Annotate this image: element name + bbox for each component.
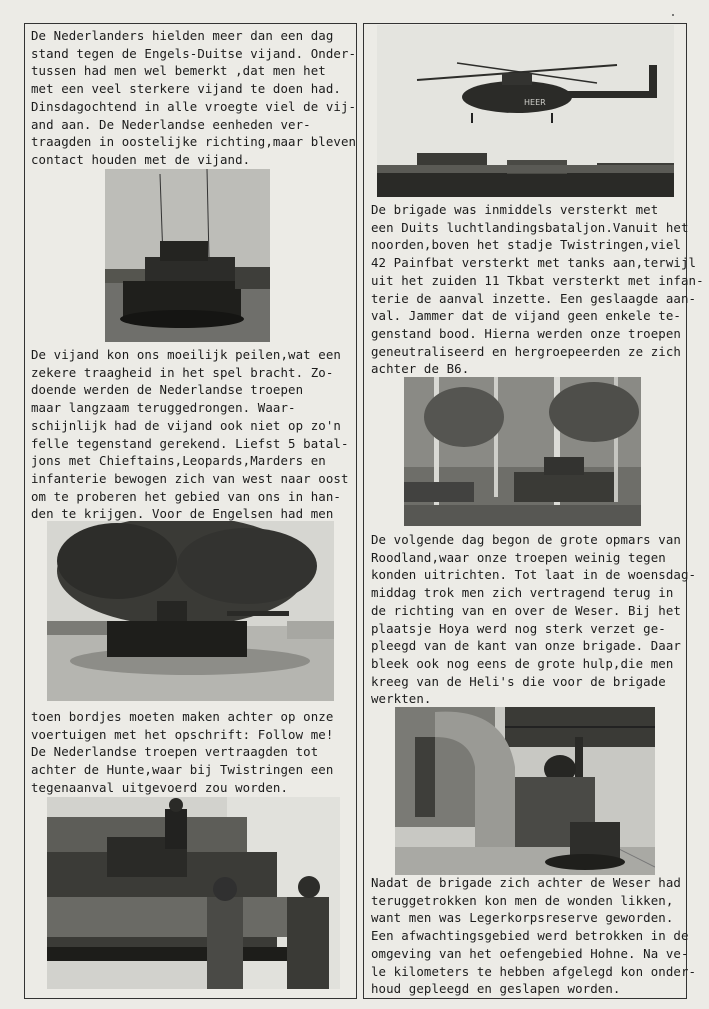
left-paragraph-2: De vijand kon ons moeilijk peilen,wat een zekere traagheid in het spel bracht. Zo- doende werden de Nederlandse troepen maar langzaam teruggedrongen. Waar- schijnlijk had de vijand ook niet op zo'n felle tegenstand gerekend. Liefst 5 batal- jons met Chieftains,Leopards,Marders en infanterie bewogen zich van west naar oost om te proberen het gebied van ons in han- den te krijgen. Voor de Engelsen had men [31, 347, 349, 522]
photo-tank-in-field [105, 169, 270, 342]
photo-tank-under-tree [47, 521, 334, 701]
photo-soldiers-at-tank [47, 797, 340, 989]
photo-vehicles-in-forest [404, 377, 641, 526]
left-paragraph-3: toen bordjes moeten maken achter op onze voertuigen met het opschrift: Follow me! De Nederlandse troepen vertraagden tot achter de Hunte,waar bij Twistringen een tegenaanval uitgevoerd zou worden. [31, 709, 334, 795]
right-paragraph-2: De volgende dag begon de grote opmars van Roodland,waar onze troepen weinig tegen konden uitrichten. Tot laat in de woensdag- middag trok men zich vertragend terug in de richting van en over de Weser. Bij het plaatsje Hoya werd nog sterk verzet ge- pleegd van de kant van onze brigade. Daar bleek ook nog eens de grote hulp,die men kreeg van de Heli's die voor de brigade werkten. [371, 532, 697, 707]
print-speck [672, 14, 674, 16]
photo-helicopter [377, 25, 674, 197]
photo-soldier-crouching [395, 707, 655, 875]
helicopter-marking: HEER [524, 98, 546, 107]
right-paragraph-3: Nadat de brigade zich achter de Weser had teruggetrokken kon men de wonden likken, want men was Legerkorpsreserve geworden. Een afwachtingsgebied werd betrokken in de omgeving van het oefengebied Hohne. Na ve- le kilometers te hebben afgelegd kon onder- houd gepleegd en geslapen worden. [371, 875, 697, 997]
left-paragraph-1: De Nederlanders hielden meer dan een dag stand tegen de Engels-Duitse vijand. Onder- tussen had men wel bemerkt ,dat men het met een veel sterkere vijand te doen had. Dinsdagochtend in alle vroegte viel de vij- and aan. De Nederlandse eenheden ver- traagden in oostelijke richting,maar bleven contact houden met de vijand. [31, 28, 357, 167]
right-paragraph-1: De brigade was inmiddels versterkt met een Duits luchtlandingsbataljon.Vanuit het noorden,boven het stadje Twistringen,viel 42 Painfbat versterkt met tanks aan,terwijl uit het zuiden 11 Tkbat versterkt met infan- terie de aanval inzette. Een geslaagde aan- val. Jammer dat de vijand geen enkele te- genstand bood. Hierna werden onze troepen geneutraliseerd en hergroepeerden ze zich achter de B6. [371, 202, 704, 377]
